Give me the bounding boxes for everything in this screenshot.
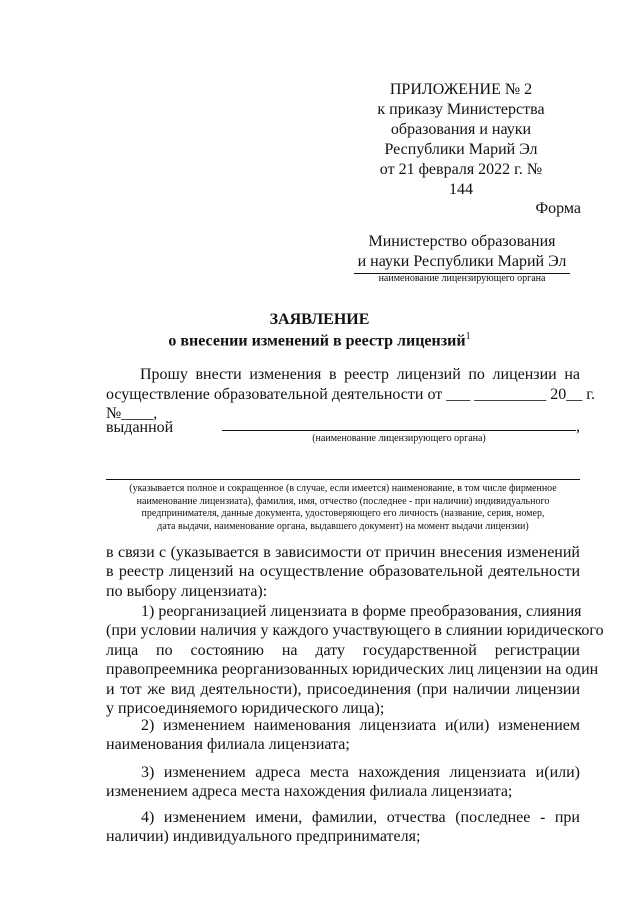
paragraph-line: наименования филиала лицензиата; — [106, 736, 350, 754]
appendix-title: ПРИЛОЖЕНИЕ № 2 — [389, 81, 533, 98]
licensee-caption-line: предпринимателя, данные документа, удостоверяющего его личность (название, серия, номер, — [141, 508, 545, 519]
appendix-line: к приказу Министерства — [377, 101, 545, 118]
paragraph-line: лица по состоянию на дату государственной регистрации — [106, 641, 580, 659]
reason-item-1 — [106, 602, 604, 718]
request-line-3: №____, — [106, 405, 158, 422]
subtitle-text: о внесении изменений в реестр лицензий — [168, 332, 466, 350]
licensee-fill-line — [106, 479, 580, 480]
footnote-mark: 1 — [465, 331, 471, 342]
appendix-line: Республики Марий Эл — [384, 141, 538, 158]
reason-item-2 — [106, 716, 580, 755]
reason-item-3 — [106, 763, 580, 802]
paragraph-line: 3) изменением адреса места нахождения лицензиата и(или) — [141, 764, 580, 781]
reasons-intro-paragraph — [106, 543, 580, 601]
licensing-authority-line1: Министерство образования — [368, 233, 556, 250]
paragraph-line: 2) изменением наименования лицензиата и(или) изменением — [141, 717, 580, 734]
paragraph-line: 4) изменением имени, фамилии, отчества (последнее - при — [141, 809, 580, 826]
licensee-caption-line: наименование лицензиата), фамилия, имя, отчество (последнее - при наличии) индивидуального — [136, 495, 550, 507]
licensing-authority-caption: наименование лицензирующего органа — [378, 273, 546, 284]
request-line-1: Прошу внести изменения в реестр лицензий по лицензии на — [140, 366, 580, 383]
licensee-caption-line: дата выдачи, наименование органа, выдавшего документ) на момент выдачи лицензии) — [157, 520, 529, 532]
paragraph-line: в реестр лицензий на осуществление образовательной деятельности — [106, 563, 580, 581]
paragraph-line: в связи с (указывается в зависимости от причин внесения изменений — [106, 544, 580, 561]
paragraph-line: 1) реорганизацией лицензиата в форме преобразования, слияния — [141, 603, 582, 620]
appendix-order-date: от 21 февраля 2022 г. № 144 — [379, 161, 543, 198]
licensee-caption-line: (указывается полное и сокращенное (в случае, если имеется) наименование, в том числе фирменное — [129, 483, 557, 494]
licensing-authority — [354, 232, 570, 274]
paragraph-line: изменением адреса места нахождения филиала лицензиата; — [106, 783, 513, 801]
issued-authority-caption: (наименование лицензирующего органа) — [312, 433, 486, 444]
paragraph-line: у присоединяемого юридического лица); — [106, 700, 385, 718]
paragraph-line: по выбору лицензиата): — [106, 582, 268, 600]
licensing-authority-line2: и науки Республики Марий Эл — [354, 252, 570, 274]
document-title: ЗАЯВЛЕНИЕ — [269, 311, 370, 328]
licensee-caption — [106, 483, 580, 533]
issued-label: выданной — [106, 419, 174, 436]
paragraph-line: (при условии наличия у каждого участвующего в слиянии юридического — [106, 622, 604, 640]
issued-authority-fill-line — [222, 430, 576, 431]
form-label: Форма — [535, 200, 581, 217]
reason-item-4 — [106, 808, 580, 847]
appendix-line: образования и науки — [390, 121, 532, 138]
issued-comma: , — [576, 418, 580, 435]
paragraph-line: правопреемника реорганизованных юридических лиц лицензии на один — [106, 661, 599, 679]
document-subtitle — [0, 328, 639, 350]
paragraph-line: и тот же вид деятельности), присоединения (при наличии лицензии — [106, 680, 580, 698]
request-line-2: осуществление образовательной деятельности от ___ _________ 20__ г. — [106, 386, 595, 403]
paragraph-line: наличии) индивидуального предпринимателя; — [106, 828, 421, 846]
appendix-header — [368, 80, 554, 200]
